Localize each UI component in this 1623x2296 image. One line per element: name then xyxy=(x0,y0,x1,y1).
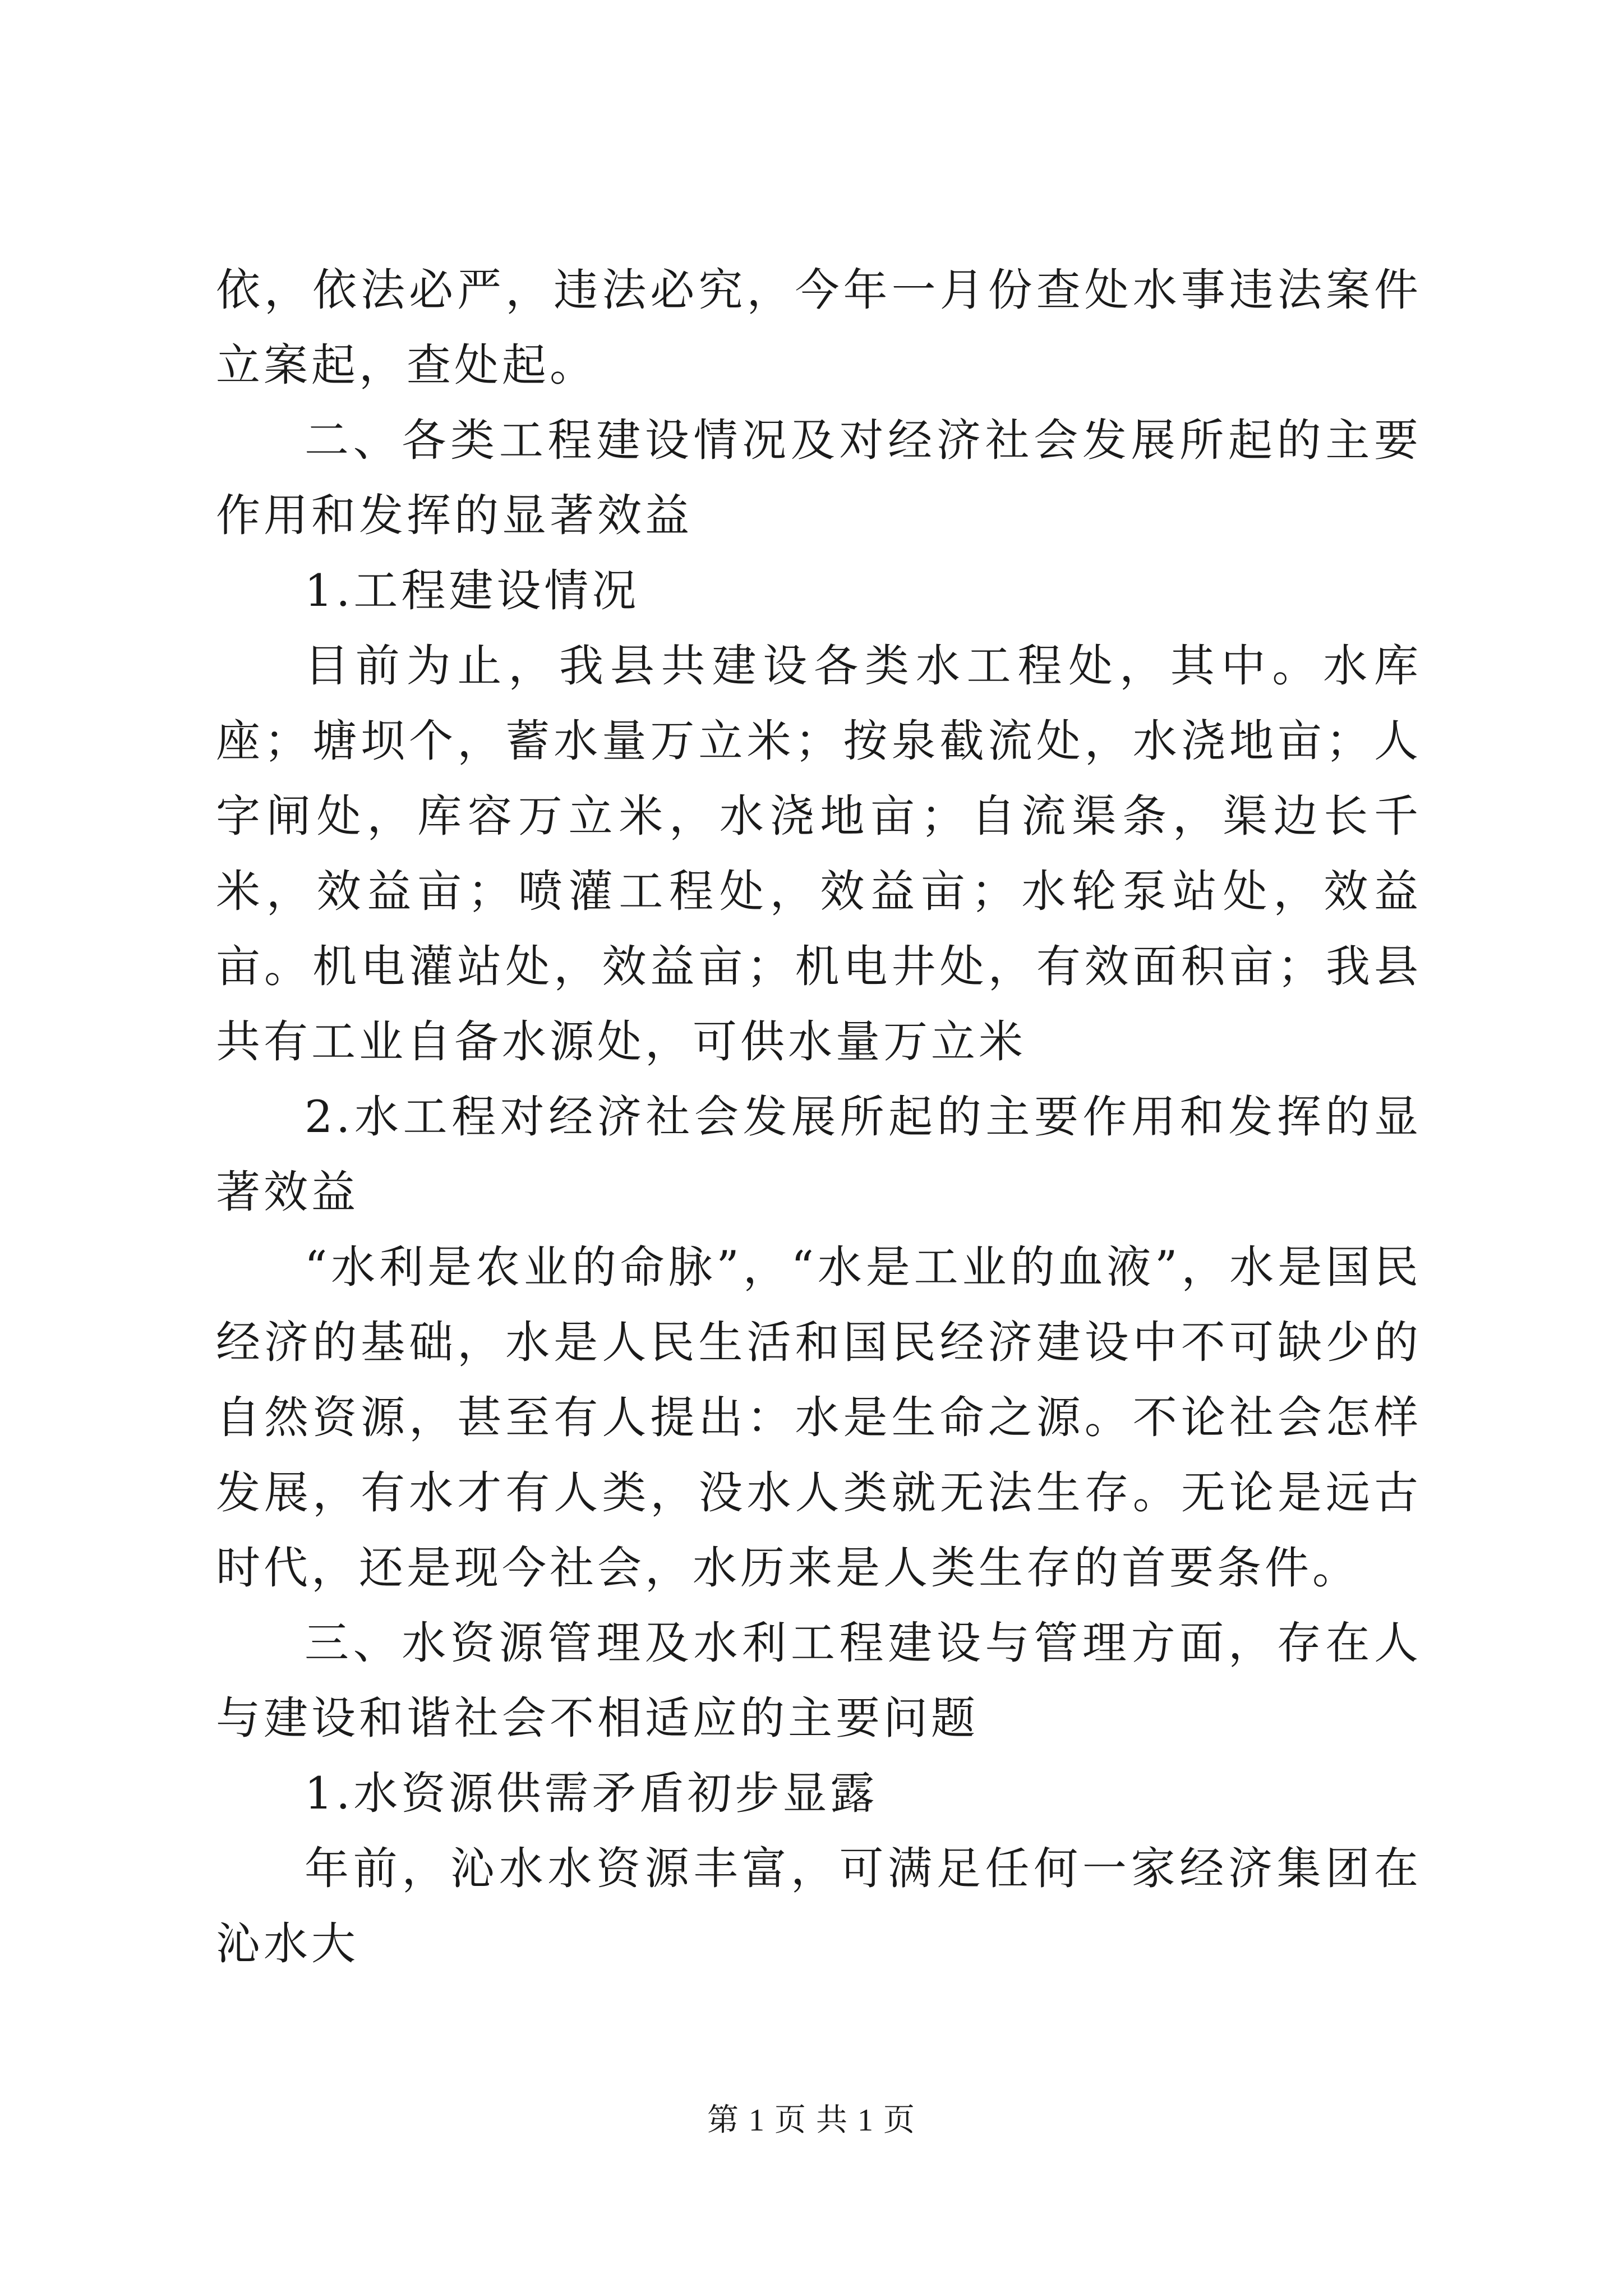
paragraph-water-resources: 年前，沁水水资源丰富，可满足任何一家经济集团在沁水大 xyxy=(216,1843,1422,1970)
page-footer: 第 1 页 共 1 页 xyxy=(707,2103,916,2138)
subheading-3-1: 1.水资源供需矛盾初步显露 xyxy=(305,1768,878,1819)
paragraph-continuation: 依，依法必严，违法必究，今年一月份查处水事违法案件立案起，查处起。 xyxy=(216,264,1422,391)
subheading-2-2: 2.水工程对经济社会发展所起的主要作用和发挥的显著效益 xyxy=(216,1091,1422,1218)
paragraph-projects: 目前为止，我县共建设各类水工程处，其中。水库座；塘坝个，蓄水量万立米；按泉截流处，水浇地亩；人字闸处，库容万立米，水浇地亩；自流渠条，渠边长千米，效益亩；喷灌工程处，效益亩；水轮泵站处，效益亩。机电灌站处，效益亩；机电井处，有效面积亩；我县共有工业自备水源处，可供水量万立米 xyxy=(216,640,1422,1068)
section-heading-2: 二、各类工程建设情况及对经济社会发展所起的主要作用和发挥的显著效益 xyxy=(216,415,1422,541)
section-heading-3: 三、水资源管理及水利工程建设与管理方面，存在人与建设和谐社会不相适应的主要问题 xyxy=(216,1617,1422,1744)
subheading-2-1: 1.工程建设情况 xyxy=(305,565,640,616)
paragraph-water-importance: “水利是农业的命脉”，“水是工业的血液”，水是国民经济的基础，水是人民生活和国民经济建设中不可缺少的自然资源，甚至有人提出：水是生命之源。不论社会怎样发展，有水才有人类，没水人类就无法生存。无论是远古时代，还是现今社会，水历来是人类生存的首要条件。 xyxy=(216,1241,1422,1594)
document-body xyxy=(216,252,1422,1981)
